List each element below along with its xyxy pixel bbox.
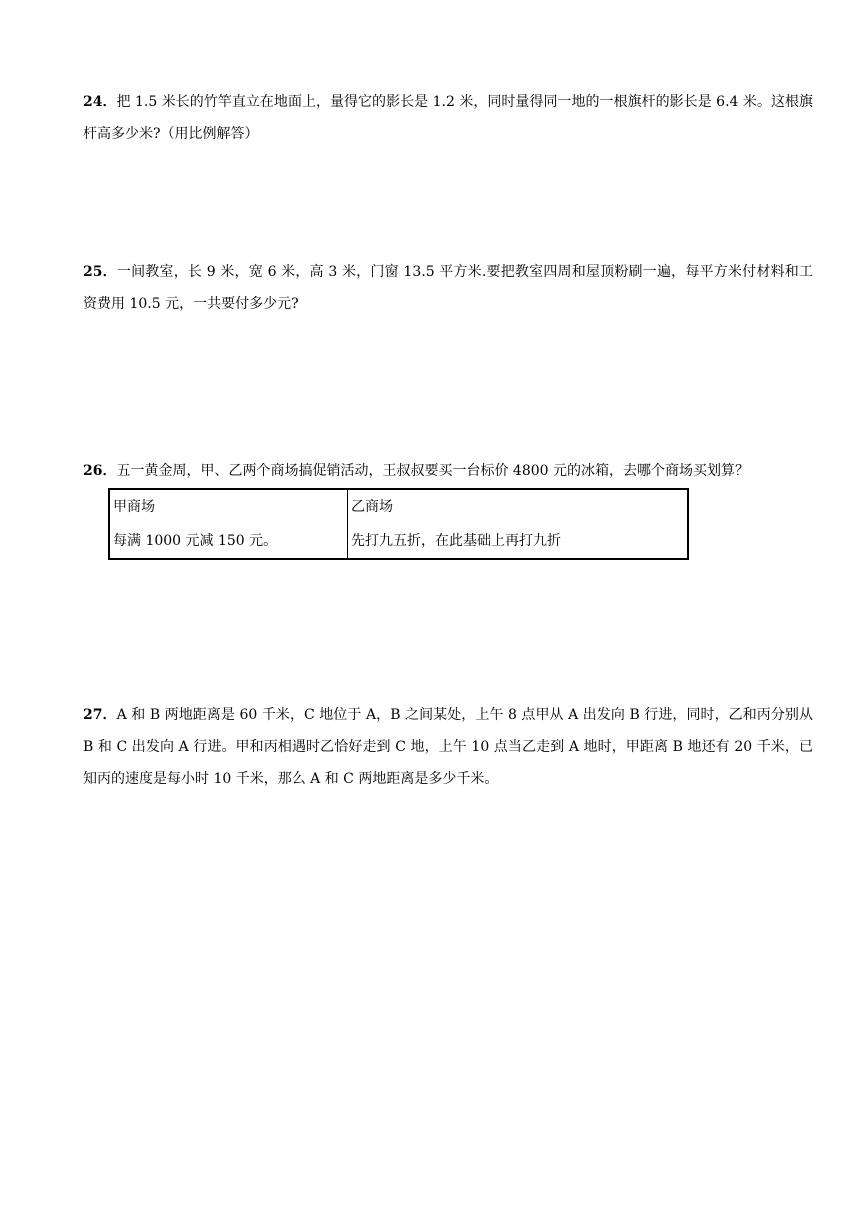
question-text: 一间教室，长 9 米，宽 6 米，高 3 米，门窗 13.5 平方米.要把教室四周和屋顶粉刷一遍，每平方米付材料和工资费用 10.5 元，一共要付多少元? (83, 264, 813, 312)
table-header-mall-a: 甲商场 (113, 499, 155, 515)
question-27 (83, 699, 813, 795)
question-24 (83, 86, 813, 150)
question-number: 27． (83, 707, 117, 723)
question-number: 25． (83, 264, 117, 280)
question-25 (83, 256, 813, 320)
question-number: 26． (83, 463, 117, 479)
table-cell-mall-b-deal: 先打九五折，在此基础上再打九折 (348, 524, 689, 559)
question-text: 五一黄金周，甲、乙两个商场搞促销活动，王叔叔要买一台标价 4800 元的冰箱，去哪个商场买划算？ (116, 463, 750, 479)
question-text: A 和 B 两地距离是 60 千米，C 地位于 A，B 之间某处，上午 8 点甲从 A 出发向 B 行进，同时，乙和丙分别从 B 和 C 出发向 A 行进。甲和丙相遇时乙恰好走到 C 地，上午 10 点当乙走到 A 地时，甲距离 B 地还有 20 千米，已知丙的速度是每小时 10 千米，那么 A 和 C 两地距离是多少千米。 (83, 707, 813, 787)
table-header-mall-b: 乙商场 (348, 489, 689, 524)
question-text: 把 1.5 米长的竹竿直立在地面上，量得它的影长是 1.2 米，同时量得同一地的一根旗杆的影长是 6.4 米。这根旗杆高多少米?（用比例解答） (83, 94, 813, 142)
question-number: 24． (83, 94, 117, 110)
promotion-table (108, 488, 689, 560)
table-row (109, 524, 688, 559)
table-cell-mall-a-deal: 每满 1000 元减 150 元。 (113, 533, 278, 549)
question-26 (83, 455, 813, 487)
table-header-row (109, 489, 688, 524)
